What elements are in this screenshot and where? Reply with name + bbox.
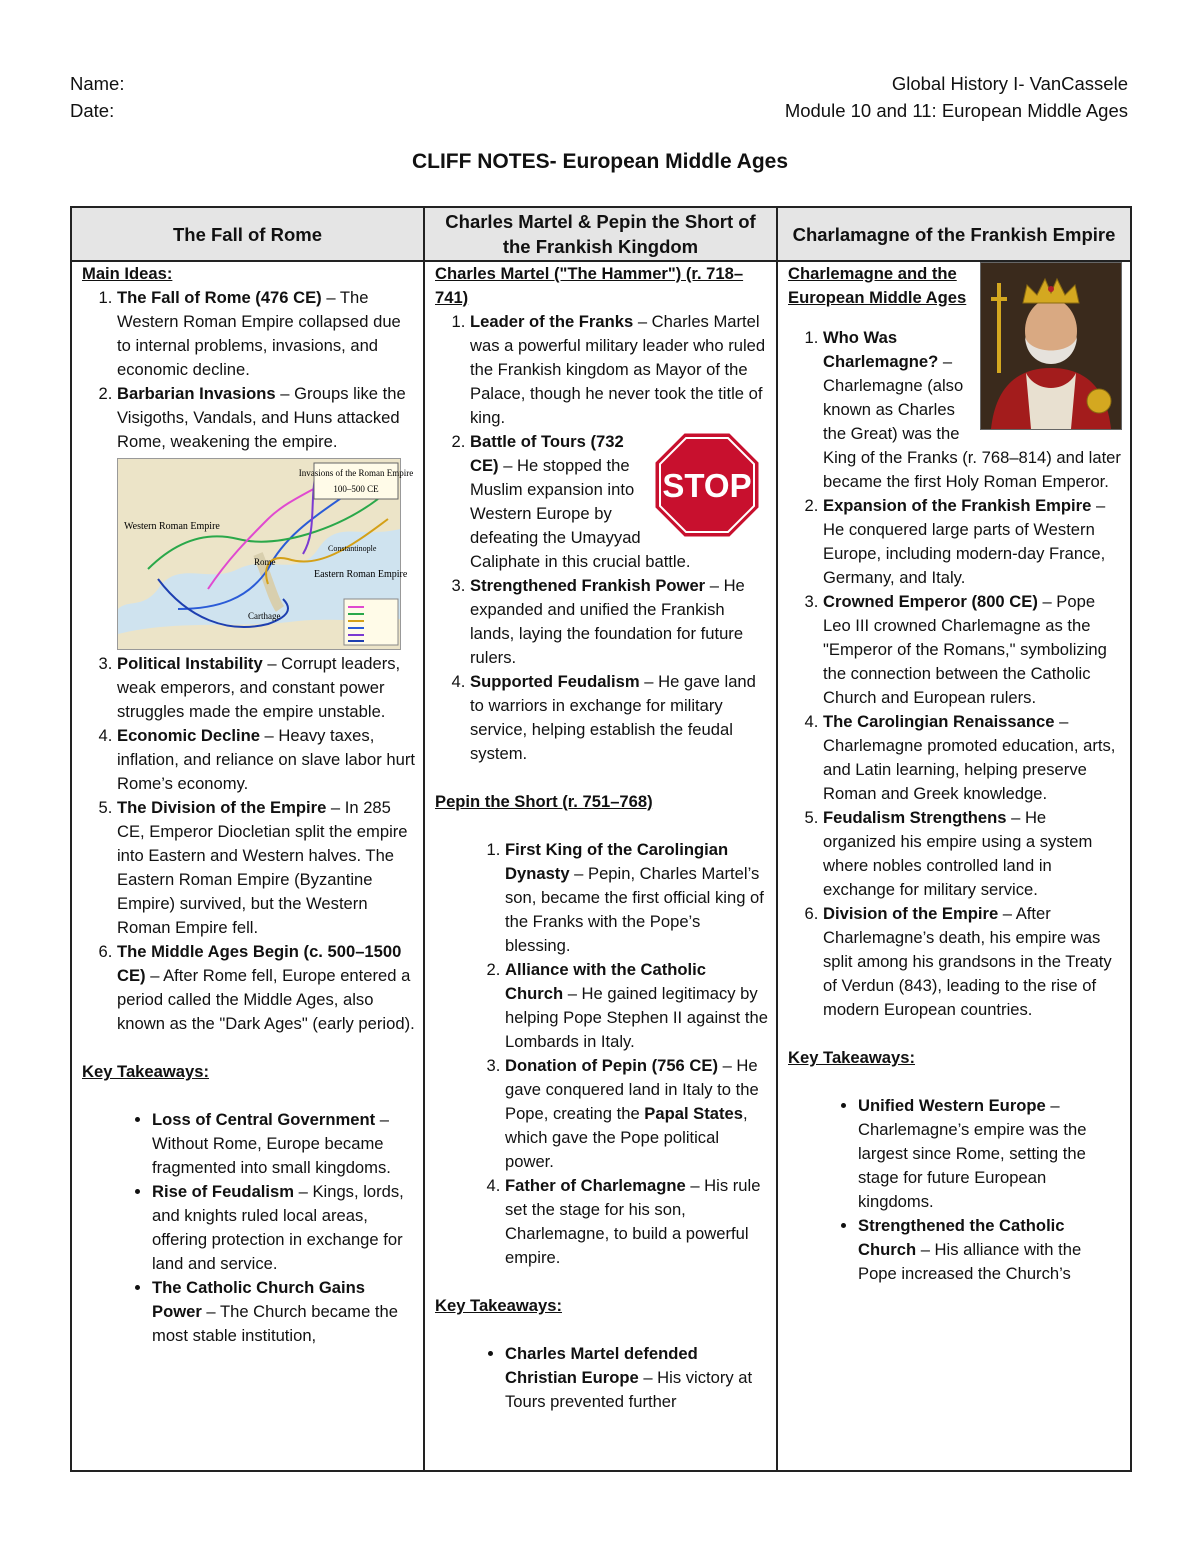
invasions-map — [117, 458, 414, 650]
charlemagne-takeaways-heading: Key Takeaways: — [788, 1048, 915, 1067]
list-item — [858, 1214, 1122, 1286]
list-item — [823, 494, 1122, 590]
rome-takeaways-heading: Key Takeaways: — [82, 1062, 209, 1081]
item-text: – In 285 CE, Emperor Diocletian split the empire into Eastern and Western halves. The Eastern Roman Empire (Byzantine Empire) survived, but the Western Roman Empire fell. — [117, 798, 408, 937]
pepin-heading: Pepin the Short (r. 751–768) — [435, 792, 653, 811]
list-item — [505, 1054, 768, 1174]
portrait-orb — [1087, 389, 1111, 413]
item-term: First King of the Carolingian Dynasty — [505, 840, 729, 883]
notes-table — [70, 206, 1132, 1472]
item-term: Unified Western Europe — [858, 1096, 1046, 1115]
list-item — [470, 310, 768, 430]
item-text: – Without Rome, Europe became fragmented into small kingdoms. — [152, 1110, 391, 1177]
item-term: Crowned Emperor (800 CE) — [823, 592, 1038, 611]
charlemagne-portrait-graphic — [981, 263, 1121, 429]
rome-takeaways-list — [82, 1108, 415, 1348]
item-text: – Kings, lords, and knights ruled local areas, offering protection in exchange for land and service. — [152, 1182, 404, 1273]
item-text: – He expanded and unified the Frankish lands, laying the foundation for future rulers. — [470, 576, 745, 667]
list-item — [470, 430, 768, 574]
list-item — [117, 940, 415, 1036]
main-ideas-heading: Main Ideas: — [82, 264, 173, 283]
item-term: Rise of Feudalism — [152, 1182, 295, 1201]
martel-pepin-cell — [424, 261, 777, 1471]
list-item — [470, 670, 768, 766]
item-text: – The Western Roman Empire collapsed due to internal problems, invasions, and economic decline. — [117, 288, 401, 379]
item-term: Father of Charlemagne — [505, 1176, 686, 1195]
item-term: The Middle Ages Begin (c. 500–1500 CE) — [117, 942, 402, 985]
item-term: Loss of Central Government — [152, 1110, 376, 1129]
list-item — [858, 1094, 1122, 1214]
item-text: – Charlemagne (also known as Charles the Great) was the King of the Franks (r. 768–814) and later became the first Holy Roman Emperor. — [823, 352, 1121, 491]
column-heading-martel-pepin: Charles Martel & Pepin the Short of the Frankish Kingdom — [424, 207, 777, 261]
list-item — [152, 1108, 415, 1180]
column-heading-fall-of-rome: The Fall of Rome — [71, 207, 424, 261]
item-term: Economic Decline — [117, 726, 260, 745]
item-text: , which gave the Pope political power. — [505, 1104, 748, 1171]
map-label-rome: Rome — [254, 557, 276, 567]
list-item — [117, 286, 415, 382]
list-item — [823, 590, 1122, 710]
item-term: Leader of the Franks — [470, 312, 634, 331]
item-text: – He conquered large parts of Western Europe, including modern-day France, Germany, and Italy. — [823, 496, 1106, 587]
item-text: – The Church became the most stable institution, — [152, 1302, 398, 1345]
item-term: Feudalism Strengthens — [823, 808, 1007, 827]
item-text: – He gained legitimacy by helping Pope Stephen II against the Lombards in Italy. — [505, 984, 768, 1051]
map-label-eastern: Eastern Roman Empire — [314, 569, 408, 580]
item-text: – After Charlemagne’s death, his empire was split among his grandsons in the Treaty of Verdun (843), leading to the rise of modern European countries. — [823, 904, 1112, 1019]
invasions-map-graphic — [118, 459, 414, 649]
stop-sign — [652, 430, 762, 540]
item-term: The Catholic Church Gains Power — [152, 1278, 365, 1321]
list-item — [117, 652, 415, 724]
spacer — [788, 1070, 1122, 1094]
list-item — [505, 958, 768, 1054]
charlemagne-portrait — [980, 262, 1122, 430]
spacer — [435, 1270, 768, 1294]
list-item — [117, 724, 415, 796]
item-term: Who Was Charlemagne? — [823, 328, 939, 371]
list-item — [505, 1342, 768, 1414]
martel-heading: Charles Martel ("The Hammer") (r. 718–741) — [435, 264, 744, 307]
list-item — [823, 710, 1122, 806]
item-text: – His alliance with the Pope increased the Church’s — [858, 1240, 1082, 1283]
item-term: Strengthened Frankish Power — [470, 576, 706, 595]
list-item — [823, 902, 1122, 1022]
course-info — [785, 70, 1128, 124]
pepin-list — [435, 838, 768, 1270]
list-item — [152, 1276, 415, 1348]
student-info — [70, 70, 125, 124]
list-item — [823, 806, 1122, 902]
item-text: – Charlemagne’s empire was the largest since Rome, setting the stage for future European kingdoms. — [858, 1096, 1087, 1211]
item-term: Expansion of the Frankish Empire — [823, 496, 1092, 515]
item-text: – Charles Martel was a powerful military leader who ruled the Frankish kingdom as Mayor of the Palace, though he never took the title of king. — [470, 312, 766, 427]
item-text: – He stopped the Muslim expansion into Western Europe by defeating the Umayyad Caliphate in this crucial battle. — [470, 456, 691, 571]
course-title: Global History I- VanCassele — [891, 73, 1128, 94]
item-term: Charles Martel defended Christian Europe — [505, 1344, 698, 1387]
map-label-constantinople: Constantinople — [328, 544, 377, 553]
column-heading-charlemagne: Charlamagne of the Frankish Empire — [777, 207, 1131, 261]
item-text: – Pope Leo III crowned Charlemagne as the "Emperor of the Romans," symbolizing the connection between the Catholic Church and European rulers. — [823, 592, 1107, 707]
item-term: Division of the Empire — [823, 904, 999, 923]
item-text: – His victory at Tours prevented further — [505, 1368, 753, 1411]
charlemagne-takeaways-list — [788, 1094, 1122, 1286]
crown-jewel — [1048, 286, 1054, 292]
list-item — [117, 382, 415, 650]
map-label-western: Western Roman Empire — [124, 521, 220, 532]
item-term: The Division of the Empire — [117, 798, 327, 817]
item-term: Barbarian Invasions — [117, 384, 276, 403]
spacer — [435, 1318, 768, 1342]
item-text: – After Rome fell, Europe entered a period called the Middle Ages, also known as the "Dark Ages" (early period). — [117, 966, 415, 1033]
item-term: Battle of Tours (732 CE) — [470, 432, 624, 475]
spacer — [82, 1036, 415, 1060]
map-title: Invasions of the Roman Empire — [298, 468, 414, 478]
item-term: The Fall of Rome (476 CE) — [117, 288, 322, 307]
item-text: – Corrupt leaders, weak emperors, and constant power struggles made the empire unstable. — [117, 654, 401, 721]
rome-main-ideas-list — [82, 286, 415, 1036]
list-item — [470, 574, 768, 670]
item-text: – His rule set the stage for his son, Charlemagne, to build a powerful empire. — [505, 1176, 761, 1267]
charlemagne-heading: Charlemagne and the European Middle Ages — [788, 264, 967, 307]
stop-sign-graphic — [652, 430, 762, 540]
item-term: Alliance with the Catholic Church — [505, 960, 706, 1003]
map-dates: 100–500 CE — [333, 484, 379, 494]
list-item — [505, 838, 768, 958]
item-text: – He gave conquered land in Italy to the Pope, creating the — [505, 1056, 759, 1123]
name-label: Name: — [70, 73, 125, 94]
stop-text: 2. STOP — [662, 467, 752, 504]
item-term: Political Instability — [117, 654, 263, 673]
map-label-carthage: Carthage — [248, 611, 281, 621]
spacer — [82, 1084, 415, 1108]
module-title: Module 10 and 11: European Middle Ages — [784, 100, 1128, 121]
spacer — [788, 1022, 1122, 1046]
list-item — [152, 1180, 415, 1276]
date-label: Date: — [70, 100, 115, 121]
item-term: Donation of Pepin (756 CE) — [505, 1056, 718, 1075]
item-term: Strengthened the Catholic Church — [858, 1216, 1065, 1259]
fall-of-rome-cell — [71, 261, 424, 1471]
item-term: Papal States — [644, 1104, 743, 1123]
charlemagne-cell — [777, 261, 1131, 1471]
item-term: The Carolingian Renaissance — [823, 712, 1055, 731]
page-title: CLIFF NOTES- European Middle Ages — [411, 150, 789, 173]
martel-takeaways-list — [435, 1342, 768, 1414]
item-term: Supported Feudalism — [470, 672, 640, 691]
item-text: – Groups like the Visigoths, Vandals, and Huns attacked Rome, weakening the empire. — [117, 384, 406, 451]
spacer — [435, 814, 768, 838]
list-item — [505, 1174, 768, 1270]
spacer — [435, 766, 768, 790]
item-text: – Heavy taxes, inflation, and reliance on slave labor hurt Rome’s economy. — [117, 726, 415, 793]
list-item — [117, 796, 415, 940]
item-text: – Charlemagne promoted education, arts, and Latin learning, helping preserve Roman and Greek knowledge. — [823, 712, 1116, 803]
martel-takeaways-heading: Key Takeaways: — [435, 1296, 562, 1315]
item-text: – He organized his empire using a system where nobles controlled land in exchange for military service. — [823, 808, 1093, 899]
item-text: – He gave land to warriors in exchange for military service, helping establish the feudal system. — [470, 672, 756, 763]
martel-list — [435, 310, 768, 766]
item-text: – Pepin, Charles Martel’s son, became the first official king of the Franks with the Pope’s blessing. — [505, 864, 764, 955]
